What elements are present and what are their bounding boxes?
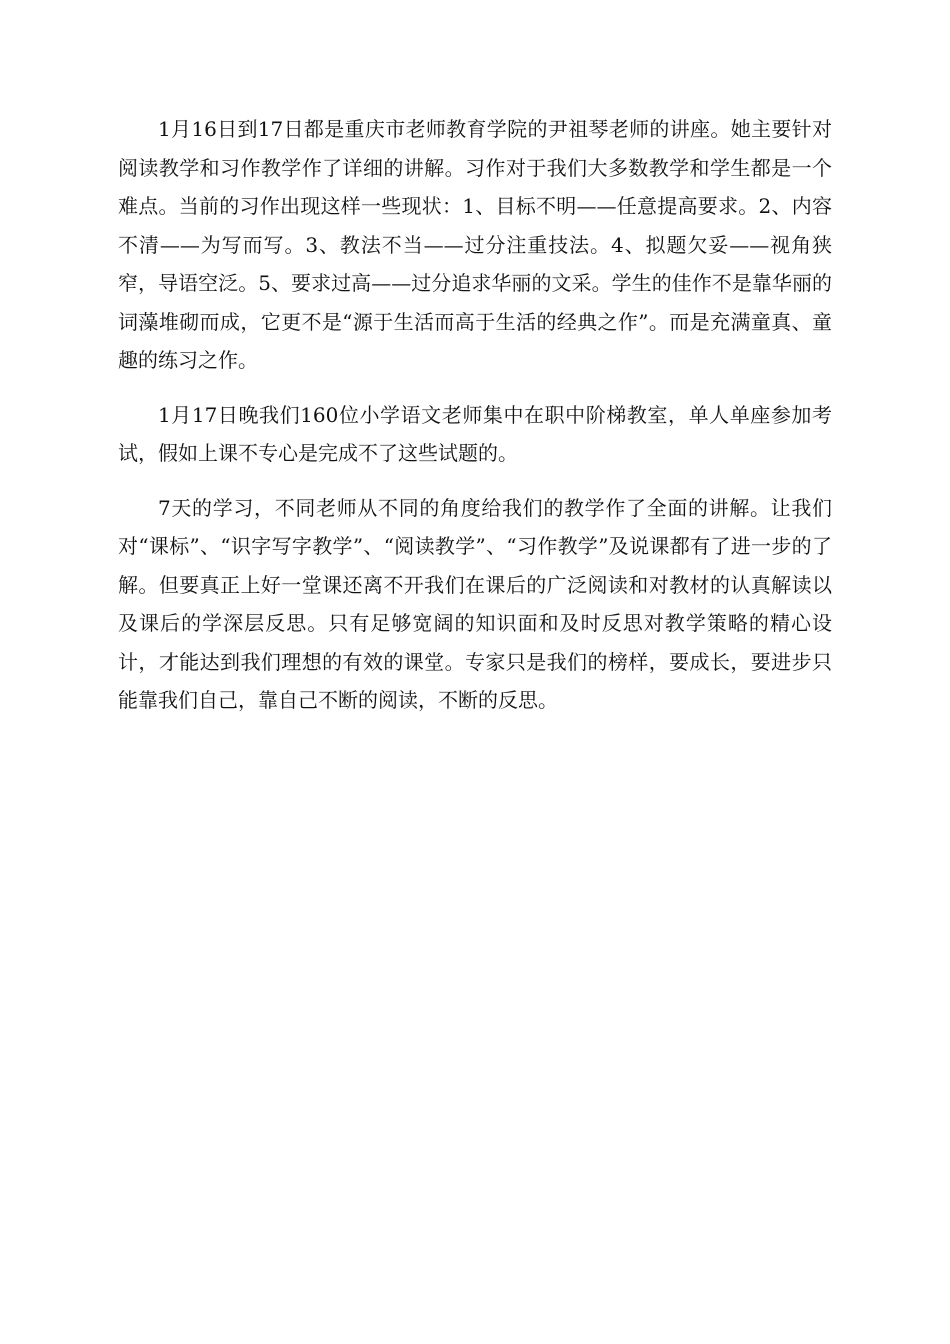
paragraph-exam: 1月17日晚我们160位小学语文老师集中在职中阶梯教室，单人单座参加考试，假如上课不专心是完成不了这些试题的。 bbox=[118, 402, 832, 465]
paragraph-summary: 7天的学习，不同老师从不同的角度给我们的教学作了全面的讲解。让我们对“课标”、“识字写字教学”、“阅读教学”、“习作教学”及说课都有了进一步的了解。但要真正上好一堂课还离不开我们在课后的广泛阅读和对教材的认真解读以及课后的学深层反思。只有足够宽阔的知识面和及时反思对教学策略的精心设计，才能达到我们理想的有效的课堂。专家只是我们的榜样，要成长，要进步只能靠我们自己，靠自己不断的阅读，不断的反思。 bbox=[118, 495, 832, 712]
document-page bbox=[118, 110, 832, 736]
paragraph-lectures: 1月16日到17日都是重庆市老师教育学院的尹祖琴老师的讲座。她主要针对阅读教学和习作教学作了详细的讲解。习作对于我们大多数教学和学生都是一个难点。当前的习作出现这样一些现状：1、目标不明——任意提高要求。2、内容不清——为写而写。3、教法不当——过分注重技法。4、拟题欠妥——视角狭窄，导语空泛。5、要求过高——过分追求华丽的文采。学生的佳作不是靠华丽的词藻堆砌而成，它更不是“源于生活而高于生活的经典之作”。而是充满童真、童趣的练习之作。 bbox=[118, 117, 832, 372]
